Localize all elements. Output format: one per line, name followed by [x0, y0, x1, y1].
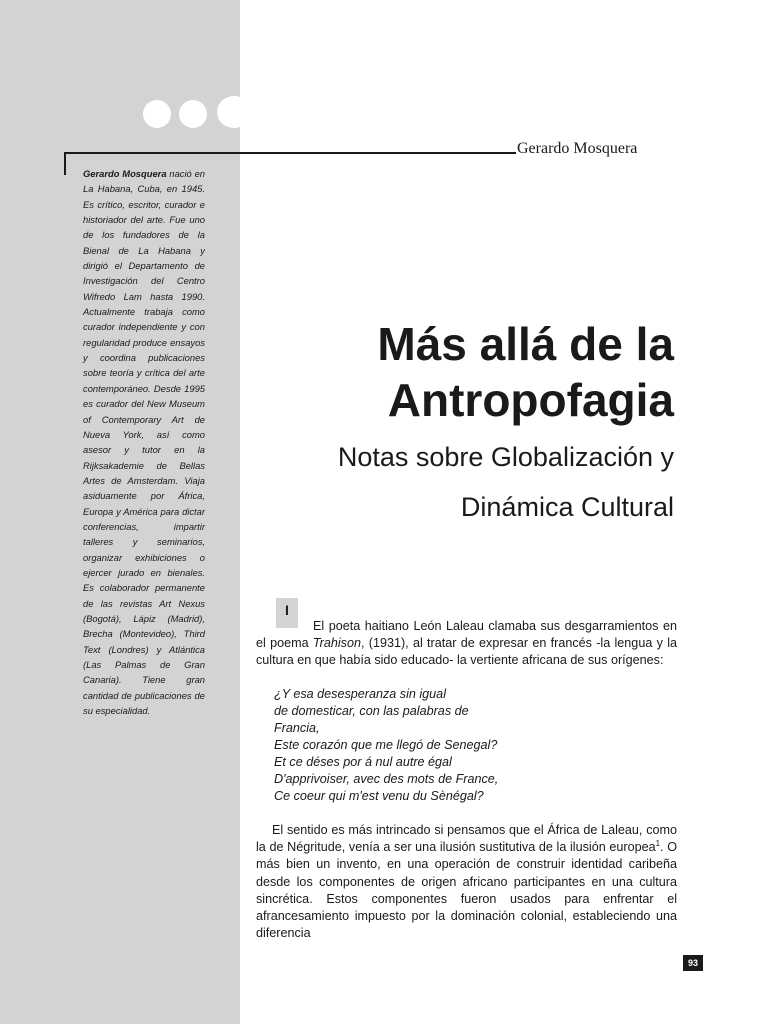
- poem-line: Este corazón que me llegó de Senegal?: [274, 738, 498, 752]
- poem-quote: [274, 686, 674, 805]
- article-subtitle: [234, 432, 674, 532]
- poem-line: Et ce déses por á nul autre égal: [274, 755, 452, 769]
- decorative-dot: [143, 100, 171, 128]
- work-title: Trahison: [312, 636, 361, 651]
- paragraph-1: [256, 618, 677, 670]
- header-rule: [64, 152, 516, 154]
- paragraph-2: [256, 822, 677, 942]
- paragraph-2-text-end: . O más bien un invento, en una operación de construir identidad caribeña desde los componentes de origen africano participantes en una cultura sincrética. Estos componentes fueron usados para enfrentar el afrancesamiento impuesto por la dominación colonial, estableciendo una diferencia: [256, 840, 678, 941]
- paragraph-2-text-start: El sentido es más intrincado si pensamos que el África de Laleau, como la de Négritude, venía a ser una ilusión sustitutiva de la ilusión europea: [256, 823, 677, 855]
- poem-line: Ce coeur qui m'est venu du Sènégal?: [274, 789, 484, 803]
- decorative-dot: [179, 100, 207, 128]
- article-title: [234, 316, 674, 428]
- paragraph-1-text-start: El poeta haitiano León Laleau clamaba sus desgarramientos en el poema: [256, 619, 677, 651]
- title-line-2: Antropofagia: [387, 374, 674, 426]
- subtitle-line-2: Dinámica Cultural: [460, 492, 674, 522]
- section-number: I: [285, 602, 289, 618]
- poem-line: D'apprivoiser, avec des mots de France,: [274, 772, 499, 786]
- decorative-dot: [217, 96, 251, 128]
- paragraph-1-text-end: , (1931), al tratar de expresar en francés -la lengua y la cultura en que había sido educado- la vertiente africana de sus orígenes:: [256, 636, 678, 668]
- author-bio: [83, 166, 205, 718]
- footnote-marker[interactable]: 1: [655, 839, 661, 849]
- poem-line: de domesticar, con las palabras de: [274, 704, 469, 718]
- poem-line: Francia,: [274, 721, 320, 735]
- author-name: Gerardo Mosquera: [517, 140, 638, 157]
- poem-line: ¿Y esa desesperanza sin igual: [274, 687, 446, 701]
- bio-text: nació en La Habana, Cuba, en 1945. Es crítico, escritor, curador e historiador del arte. Fue uno de los fundadores de la Bienal de La Habana y dirigió el Departamento de Investigación del Centro Wifredo Lam hasta 1990. Actualmente trabaja como curador independiente y con regularidad produce ensayos y coordina publicaciones sobre teoría y crítica del arte contemporáneo. Desde 1995 es curador del New Museum of Contemporary Art de Nueva York, así como asesor y tutor en la Rijksakademie de Bellas Artes de Amsterdam. Viaja asiduamente por África, Europa y América para dictar conferencias, impartir talleres y seminarios, organizar exhibiciones o ejercer jurado en bienales. Es colaborador permanente de las revistas Art Nexus (Bogotá), Lápiz (Madrid), Brecha (Montevideo), Third Text (Londres) y Atlántica (Las Palmas de Gran Canaria). Tiene gran cantidad de publicaciones de su especialidad.: [83, 168, 205, 717]
- bio-name: Gerardo Mosquera: [83, 168, 167, 179]
- title-line-1: Más allá de la: [377, 318, 674, 370]
- header-rule-vertical: [64, 152, 66, 175]
- page-number: 93: [683, 955, 703, 971]
- subtitle-line-1: Notas sobre Globalización y: [337, 442, 674, 472]
